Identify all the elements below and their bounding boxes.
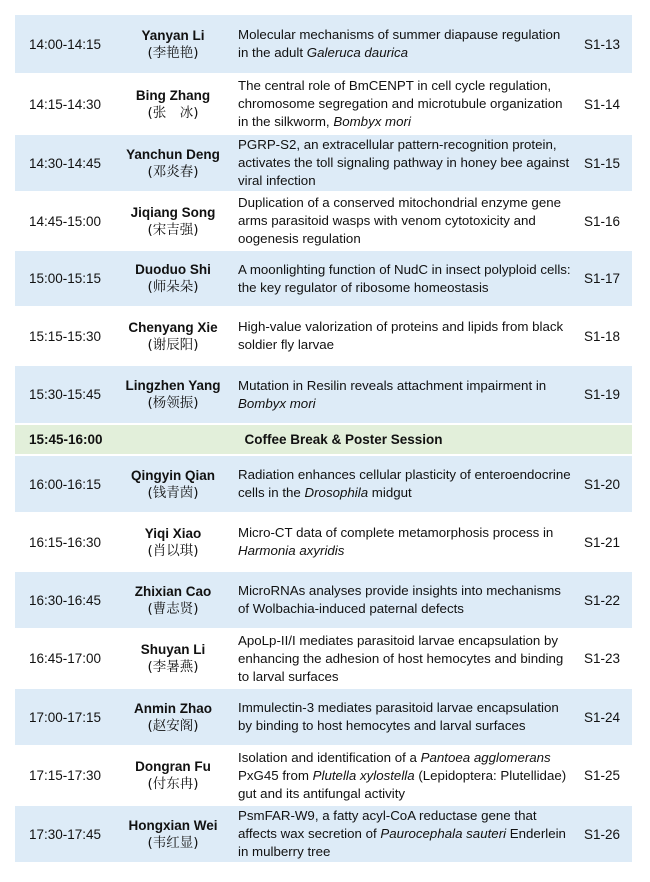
talk-title: ApoLp-II/I mediates parasitoid larvae encapsulation by enhancing the adhesion of host hemocytes and binding to larval surfaces bbox=[238, 632, 564, 684]
session-code: S1-24 bbox=[583, 709, 620, 725]
session-code: S1-17 bbox=[583, 271, 620, 286]
time-cell: 15:15-15:30 bbox=[29, 328, 102, 344]
session-code: S1-20 bbox=[583, 476, 620, 492]
session-code: S1-25 bbox=[583, 768, 620, 783]
title-italic: Bombyx mori bbox=[333, 114, 411, 129]
speaker-cell bbox=[115, 204, 231, 239]
talk-title bbox=[231, 26, 571, 62]
talk-title bbox=[231, 807, 571, 861]
speaker-name: Lingzhen Yang bbox=[125, 378, 221, 393]
title-text: Enderlein in mulberry tree bbox=[238, 826, 566, 859]
title-text: Micro-CT data of complete metamorphosis process in bbox=[238, 525, 554, 540]
speaker-name: Jiqiang Song bbox=[130, 204, 216, 220]
time-cell: 17:15-17:30 bbox=[29, 768, 102, 783]
speaker-chinese-name: (付东冉) bbox=[147, 776, 199, 792]
speaker-cell bbox=[115, 319, 231, 354]
speaker-chinese-name: (曹志贤) bbox=[147, 600, 199, 617]
table-row bbox=[15, 135, 632, 191]
title-italic: Plutella xylostella bbox=[312, 767, 415, 783]
talk-title: High-value valorization of proteins and lipids from black soldier fly larvae bbox=[238, 319, 564, 352]
speaker-name: Bing Zhang bbox=[135, 87, 211, 103]
time-cell: 15:00-15:15 bbox=[29, 271, 102, 286]
speaker-cell bbox=[115, 467, 231, 502]
table-row bbox=[15, 366, 632, 423]
time-cell: 17:30-17:45 bbox=[29, 826, 102, 842]
speaker-name: Yanyan Li bbox=[141, 27, 205, 43]
title-text: PsmFAR-W9, a fatty acyl-CoA reductase gene that affects wax secretion of bbox=[238, 808, 537, 841]
table-row bbox=[15, 572, 632, 628]
time-cell: 14:15-14:30 bbox=[29, 96, 102, 112]
table-row bbox=[15, 308, 632, 364]
speaker-name: Zhixian Cao bbox=[134, 583, 212, 599]
table-row bbox=[15, 251, 632, 306]
break-label: Coffee Break & Poster Session bbox=[244, 432, 443, 447]
session-code: S1-23 bbox=[583, 651, 620, 666]
time-cell: 14:45-15:00 bbox=[29, 213, 102, 229]
table-row bbox=[15, 75, 632, 133]
speaker-cell bbox=[115, 146, 231, 181]
session-code: S1-22 bbox=[583, 592, 620, 608]
break-row bbox=[15, 425, 632, 454]
time-cell: 16:45-17:00 bbox=[29, 651, 102, 666]
session-code: S1-15 bbox=[583, 155, 620, 171]
speaker-cell bbox=[115, 27, 231, 62]
speaker-chinese-name: (谢辰阳) bbox=[147, 336, 199, 353]
speaker-chinese-name: (杨领振) bbox=[147, 395, 199, 411]
time-cell: 14:30-14:45 bbox=[29, 155, 102, 171]
speaker-chinese-name: (邓炎春) bbox=[147, 163, 199, 180]
table-row bbox=[15, 193, 632, 249]
session-code: S1-26 bbox=[583, 826, 620, 842]
speaker-chinese-name: (张 冰) bbox=[147, 104, 199, 121]
session-code: S1-16 bbox=[583, 213, 620, 229]
schedule-table bbox=[15, 15, 632, 864]
talk-title: Immulectin-3 mediates parasitoid larvae encapsulation by binding to host hemocytes and larval surfaces bbox=[238, 700, 559, 733]
session-code: S1-18 bbox=[583, 328, 620, 344]
table-row bbox=[15, 689, 632, 745]
speaker-cell bbox=[115, 261, 231, 296]
talk-title bbox=[231, 749, 571, 803]
table-row bbox=[15, 806, 632, 862]
talk-title: A moonlighting function of NudC in insect polyploid cells: the key regulator of ribosome homeostasis bbox=[238, 261, 571, 295]
title-text: Molecular mechanisms of summer diapause regulation in the adult bbox=[238, 27, 561, 60]
title-text: Isolation and identification of a bbox=[238, 749, 421, 765]
speaker-name: Dongran Fu bbox=[135, 759, 211, 774]
title-text: Mutation in Resilin reveals attachment impairment in bbox=[238, 377, 547, 393]
table-row bbox=[15, 15, 632, 73]
speaker-cell bbox=[115, 700, 231, 735]
speaker-chinese-name: (韦红显) bbox=[147, 834, 199, 851]
speaker-chinese-name: (赵安阁) bbox=[147, 717, 199, 734]
title-text: PxG45 from bbox=[238, 767, 313, 783]
speaker-name: Yiqi Xiao bbox=[144, 525, 202, 541]
title-italic: Galeruca daurica bbox=[306, 45, 409, 60]
talk-title bbox=[231, 524, 571, 560]
talk-title bbox=[231, 77, 571, 131]
talk-title: Duplication of a conserved mitochondrial enzyme gene arms parasitoid wasps with venom cytotoxicity and oogenesis regulation bbox=[238, 195, 562, 246]
title-italic: Harmonia axyridis bbox=[238, 543, 345, 558]
time-cell: 17:00-17:15 bbox=[29, 709, 102, 725]
title-text: Radiation enhances cellular plasticity of enteroendocrine cells in the bbox=[238, 467, 571, 500]
break-time: 15:45-16:00 bbox=[29, 432, 103, 447]
session-code: S1-21 bbox=[583, 534, 620, 550]
speaker-cell bbox=[115, 87, 231, 122]
table-row bbox=[15, 747, 632, 804]
speaker-cell bbox=[115, 525, 231, 560]
speaker-cell bbox=[115, 583, 231, 618]
title-italic: Pantoea agglomerans bbox=[420, 749, 551, 765]
speaker-cell bbox=[115, 758, 231, 793]
speaker-chinese-name: (肖以琪) bbox=[147, 542, 199, 559]
speaker-name: Chenyang Xie bbox=[128, 319, 218, 335]
table-row bbox=[15, 630, 632, 687]
speaker-cell bbox=[115, 641, 231, 676]
speaker-chinese-name: (钱青茵) bbox=[147, 484, 199, 501]
talk-title: MicroRNAs analyses provide insights into mechanisms of Wolbachia-induced paternal defects bbox=[238, 583, 561, 616]
time-cell: 16:15-16:30 bbox=[29, 534, 102, 550]
title-text: (Lepidoptera: Plutellidae) gut and its antifungal activity bbox=[238, 767, 567, 801]
time-cell: 15:30-15:45 bbox=[29, 387, 102, 402]
speaker-chinese-name: (李暑燕) bbox=[147, 659, 199, 675]
title-italic: Drosophila bbox=[304, 485, 369, 500]
time-cell: 16:30-16:45 bbox=[29, 592, 102, 608]
speaker-name: Anmin Zhao bbox=[134, 700, 212, 716]
speaker-name: Hongxian Wei bbox=[128, 817, 218, 833]
time-cell: 14:00-14:15 bbox=[29, 36, 102, 52]
title-text: midgut bbox=[368, 485, 412, 500]
session-code: S1-19 bbox=[583, 387, 620, 402]
speaker-name: Yanchun Deng bbox=[126, 146, 220, 162]
table-row bbox=[15, 514, 632, 570]
title-text: The central role of BmCENPT in cell cycle regulation, chromosome segregation and microtubule organization in the silkworm, bbox=[238, 78, 563, 129]
table-row bbox=[15, 456, 632, 512]
title-italic: Bombyx mori bbox=[238, 395, 316, 411]
speaker-cell bbox=[115, 377, 231, 412]
speaker-cell bbox=[115, 817, 231, 852]
talk-title: PGRP-S2, an extracellular pattern-recognition protein, activates the toll signaling pathway in honey bee against viral infection bbox=[238, 137, 570, 188]
speaker-chinese-name: (李艳艳) bbox=[147, 44, 199, 61]
talk-title bbox=[231, 466, 571, 502]
speaker-chinese-name: (师朵朵) bbox=[147, 279, 199, 295]
time-cell: 16:00-16:15 bbox=[29, 476, 102, 492]
session-code: S1-14 bbox=[583, 96, 620, 112]
speaker-name: Duoduo Shi bbox=[135, 262, 211, 277]
title-italic: Paurocephala sauteri bbox=[380, 826, 507, 841]
talk-title bbox=[231, 377, 571, 413]
speaker-name: Qingyin Qian bbox=[130, 467, 215, 483]
session-code: S1-13 bbox=[583, 36, 620, 52]
speaker-chinese-name: (宋吉强) bbox=[147, 221, 199, 238]
speaker-name: Shuyan Li bbox=[140, 642, 206, 657]
